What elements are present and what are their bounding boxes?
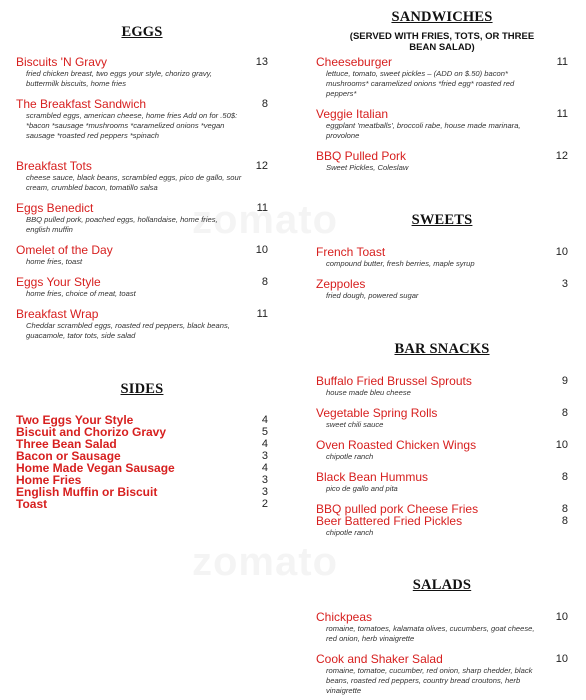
item-price: 12: [255, 160, 268, 172]
item-description: compound butter, fresh berries, maple syrup: [326, 259, 475, 268]
menu-item: [316, 107, 568, 141]
item-name: Buffalo Fried Brussel Sprouts: [316, 374, 472, 388]
item-name: Oven Roasted Chicken Wings: [316, 438, 477, 452]
item-name: Biscuit and Chorizo Gravy: [16, 425, 167, 439]
item-description: romaine, tomatoes, kalamata olives, cucumbers, goat cheese, red onion, herb vinaigrette: [326, 624, 535, 643]
item-name: Two Eggs Your Style: [16, 413, 134, 427]
menu-item: [316, 652, 568, 696]
item-price: 8: [261, 98, 268, 110]
item-price: 11: [556, 56, 568, 68]
item-description: home fries, toast: [26, 257, 83, 266]
menu-item: [316, 277, 568, 301]
item-name: Breakfast Wrap: [16, 307, 99, 321]
item-description: Sweet Pickles, Coleslaw: [326, 163, 409, 172]
item-description: sweet chili sauce: [326, 420, 384, 429]
item-price: 4: [261, 438, 268, 450]
item-name: Biscuits 'N Gravy: [16, 55, 107, 69]
item-name: Chickpeas: [316, 610, 373, 624]
item-description: fried dough, powered sugar: [326, 291, 419, 300]
item-name: Cook and Shaker Salad: [316, 652, 443, 666]
menu-item: [316, 149, 568, 173]
menu-item: [16, 55, 268, 89]
menu-item: [16, 159, 268, 193]
menu-item: [16, 243, 268, 267]
eggs-heading: EGGS: [121, 24, 163, 40]
menu-item: [316, 374, 568, 398]
side-item: [16, 486, 268, 498]
menu-item: [316, 406, 568, 430]
item-description: romaine, tomatoe, cucumber, red onion, sharp chedder, black beans, roasted red peppers, country bread croutons, herb vinaigrette: [326, 666, 533, 695]
item-price: 5: [261, 426, 268, 438]
item-description: pico de gallo and pita: [326, 484, 398, 493]
item-name: Eggs Your Style: [16, 275, 101, 289]
side-item: [16, 498, 268, 510]
item-name: French Toast: [316, 245, 386, 259]
item-price: 12: [555, 150, 568, 162]
item-price: 10: [255, 244, 268, 256]
item-description: Cheddar scrambled eggs, roasted red peppers, black beans, guacamole, tator tots, side salad: [26, 321, 230, 340]
item-price: 4: [261, 414, 268, 426]
sandwiches-heading: SANDWICHES: [391, 9, 493, 25]
item-price: 11: [256, 308, 268, 320]
item-price: 8: [261, 276, 268, 288]
item-name: Home Made Vegan Sausage: [16, 461, 175, 475]
item-price: 3: [261, 450, 268, 462]
item-name: Three Bean Salad: [16, 437, 117, 451]
menu-item: [16, 97, 268, 141]
item-price: 11: [556, 108, 568, 120]
item-name: The Breakfast Sandwich: [16, 97, 147, 111]
item-description: chipotle ranch: [326, 452, 374, 461]
item-description: house made bleu cheese: [326, 388, 411, 397]
item-price: 10: [555, 611, 568, 623]
item-name: BBQ Pulled Pork: [316, 149, 407, 163]
item-name: BBQ pulled pork Cheese Fries: [316, 502, 479, 516]
item-description: cheese sauce, black beans, scrambled eggs, pico de gallo, sour cream, crumbled bacon, tomatillo salsa: [26, 173, 242, 192]
item-price: 8: [561, 471, 568, 483]
salads-heading: SALADS: [412, 577, 472, 593]
item-price: 3: [561, 278, 568, 290]
item-name: Omelet of the Day: [16, 243, 113, 257]
item-price: 2: [261, 498, 268, 510]
item-name: Vegetable Spring Rolls: [316, 406, 438, 420]
item-description: eggplant 'meatballs', broccoli rabe, house made marinara, provolone: [326, 121, 521, 140]
item-description: scrambled eggs, american cheese, home fries Add on for .50$: *bacon *sausage *mushrooms *caramelized onions *vegan sausage *roasted red peppers *spinach: [26, 111, 238, 140]
item-name: Black Bean Hummus: [316, 470, 429, 484]
item-price: 8: [561, 503, 568, 515]
item-description: lettuce, tomato, sweet pickles – (ADD on $.50) bacon* mushrooms* caramelized onions *fried egg* roasted red peppers*: [326, 69, 515, 98]
item-price: 11: [256, 202, 268, 214]
item-price: 10: [555, 246, 568, 258]
item-description: BBQ pulled pork, poached eggs, hollandaise, home fries, english muffin: [26, 215, 218, 234]
menu-item: [316, 610, 568, 644]
item-name: Bacon or Sausage: [16, 449, 121, 463]
item-description: home fries, choice of meat, toast: [26, 289, 136, 298]
menu-item: [16, 275, 268, 299]
item-name: Zeppoles: [316, 277, 366, 291]
item-description: chipotle ranch: [326, 528, 374, 537]
item-name: Toast: [16, 497, 48, 511]
item-name: English Muffin or Biscuit: [16, 485, 158, 499]
item-name: Cheeseburger: [316, 55, 393, 69]
menu-item: [316, 438, 568, 462]
menu-item: [316, 55, 568, 99]
sides-heading: SIDES: [120, 381, 164, 397]
menu-item: [316, 245, 568, 269]
menu-item: [316, 514, 568, 538]
item-name: Veggie Italian: [316, 107, 389, 121]
menu-item: [316, 470, 568, 494]
menu-item: [16, 201, 268, 235]
item-name: Breakfast Tots: [16, 159, 92, 173]
menu-item: [16, 307, 268, 341]
item-price: 4: [261, 462, 268, 474]
item-name: Eggs Benedict: [16, 201, 94, 215]
item-price: 3: [261, 474, 268, 486]
item-name: Home Fries: [16, 473, 82, 487]
item-price: 9: [561, 375, 568, 387]
sweets-heading: SWEETS: [411, 212, 473, 228]
item-price: 3: [261, 486, 268, 498]
item-price: 13: [255, 56, 268, 68]
sandwiches-subtitle: (SERVED WITH FRIES, TOTS, OR THREE BEAN SALAD): [349, 31, 535, 53]
item-price: 10: [555, 653, 568, 665]
bar-snacks-heading: BAR SNACKS: [394, 341, 490, 357]
item-price: 10: [555, 439, 568, 451]
item-price: 8: [561, 515, 568, 527]
item-name: Beer Battered Fried Pickles: [316, 514, 463, 528]
item-price: 8: [561, 407, 568, 419]
item-description: fried chicken breast, two eggs your style, chorizo gravy, buttermilk biscuits, home fries: [26, 69, 212, 88]
